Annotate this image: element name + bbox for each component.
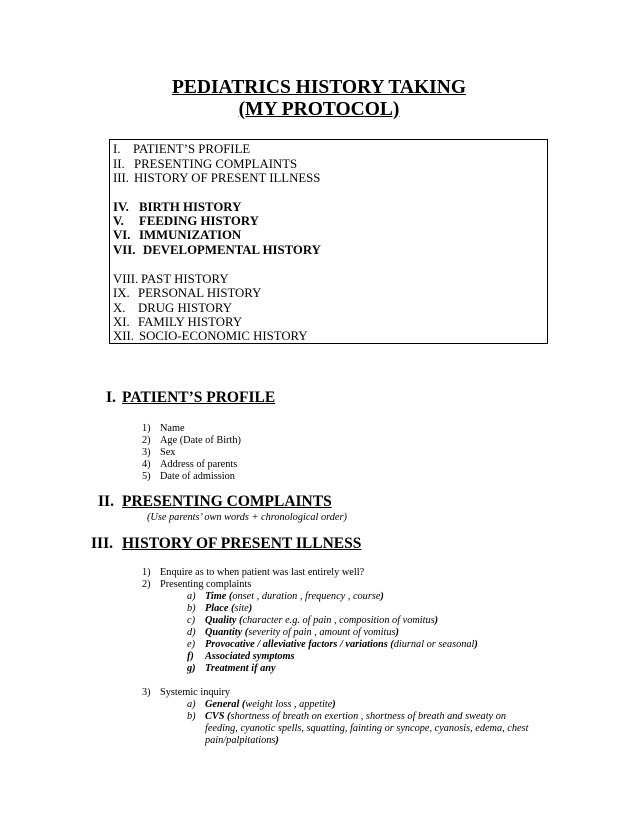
sub-list-item [187, 627, 399, 639]
sub-item-detail: onset , duration , frequency , course [232, 591, 381, 602]
section-number: I. [106, 389, 116, 406]
sub-item-close: ) [332, 699, 336, 710]
list-item [142, 687, 230, 699]
toc-item-7 [113, 243, 321, 258]
toc-item-8 [113, 272, 229, 287]
section-number: II. [98, 493, 114, 510]
section-note: (Use parents’ own words + chronological order) [147, 512, 347, 523]
sub-item-num: f) [187, 651, 194, 662]
list-item-text: Enquire as to when patient was last entirely well? [160, 567, 365, 578]
sub-item-detail: shortness of breath on exertion , shortness of breath and sweaty on [230, 711, 506, 722]
sub-item-close: ) [275, 735, 279, 746]
section-title: HISTORY OF PRESENT ILLNESS [122, 535, 362, 552]
sub-item-num: b) [187, 603, 196, 614]
sub-item-continuation [205, 735, 279, 747]
toc-item-10 [113, 301, 232, 316]
sub-item-close: ) [248, 603, 253, 614]
toc-item-2 [113, 157, 297, 172]
toc-item-num: III. [113, 171, 129, 185]
toc-item-9 [113, 286, 261, 301]
list-item-num: 3) [142, 447, 151, 458]
sub-item-close: ) [395, 627, 399, 638]
toc-item-3 [113, 171, 320, 186]
sub-item-num: a) [187, 699, 196, 710]
sub-item-num: c) [187, 615, 195, 626]
sub-item-title: Quality ( [205, 615, 243, 626]
list-item [142, 471, 235, 483]
list-item-text: Systemic inquiry [160, 687, 231, 698]
sub-item-title: CVS ( [205, 711, 231, 722]
toc-item-label: BIRTH HISTORY [139, 200, 242, 214]
sub-item-title: Treatment if any [205, 663, 276, 674]
sub-list-item [187, 591, 384, 603]
section-heading-history-present-illness [91, 535, 361, 553]
sub-item-title: Associated symptoms [205, 651, 295, 662]
list-item-text: Age (Date of Birth) [160, 435, 241, 446]
toc-item-11 [113, 315, 242, 330]
sub-item-title: Quantity ( [205, 627, 249, 638]
list-item-num: 2) [142, 435, 151, 446]
toc-item-label: PATIENT’S PROFILE [133, 142, 251, 156]
section-number: III. [91, 535, 113, 552]
sub-item-close: ) [380, 591, 384, 602]
sub-list-item [187, 663, 276, 675]
sub-item-detail: weight loss , appetite [245, 699, 333, 710]
list-item-text: Date of admission [160, 471, 235, 482]
sub-list-item [187, 711, 506, 723]
sub-item-num: a) [187, 591, 196, 602]
list-item [142, 567, 364, 579]
sub-item-title: General ( [205, 699, 246, 710]
list-item-text: Sex [160, 447, 176, 458]
toc-item-num: XI. [113, 315, 130, 329]
toc-item-label: IMMUNIZATION [139, 228, 242, 242]
sub-item-close: ) [474, 639, 478, 650]
document-title-line1: PEDIATRICS HISTORY TAKING [171, 77, 467, 98]
list-item-num: 4) [142, 459, 151, 470]
toc-item-label: PRESENTING COMPLAINTS [134, 157, 298, 171]
toc-item-6 [113, 228, 241, 243]
list-item-num: 1) [142, 567, 151, 578]
sub-list-item [187, 603, 252, 615]
sub-item-detail: diurnal or seasonal [393, 639, 475, 650]
sub-item-title: Time ( [205, 591, 233, 602]
toc-item-num: I. [113, 142, 121, 156]
sub-item-detail: pain/palpitations [205, 735, 276, 746]
list-item [142, 579, 251, 591]
sub-item-num: g) [187, 663, 196, 674]
list-item-num: 1) [142, 423, 151, 434]
section-title: PRESENTING COMPLAINTS [122, 493, 332, 510]
section-title: PATIENT’S PROFILE [122, 389, 276, 406]
list-item-num: 2) [142, 579, 151, 590]
list-item-num: 3) [142, 687, 151, 698]
sub-item-num: b) [187, 711, 196, 722]
toc-item-num: II. [113, 157, 125, 171]
list-item-num: 5) [142, 471, 151, 482]
list-item [142, 423, 185, 435]
sub-item-title: Provocative / alleviative factors / variations ( [205, 639, 394, 650]
toc-item-num: X. [113, 301, 126, 315]
sub-list-item [187, 651, 295, 663]
sub-item-continuation: feeding, cyanotic spells, squatting, fainting or syncope, cyanosis, edema, chest [205, 723, 529, 734]
toc-item-label: PERSONAL HISTORY [138, 286, 262, 300]
toc-item-label: FAMILY HISTORY [138, 315, 243, 329]
sub-list-item [187, 615, 438, 627]
sub-list-item [187, 639, 478, 651]
toc-item-num: IV. [113, 200, 129, 214]
toc-item-label: PAST HISTORY [141, 272, 229, 286]
document-title-line2: (MY PROTOCOL) [238, 99, 400, 120]
sub-item-title: Place ( [205, 603, 235, 614]
sub-item-num: e) [187, 639, 195, 650]
toc-item-num: XII. [113, 329, 134, 343]
toc-item-label: HISTORY OF PRESENT ILLNESS [134, 171, 321, 185]
toc-item-1 [113, 142, 250, 157]
list-item-text: Name [160, 423, 185, 434]
toc-item-num: V. [113, 214, 124, 228]
sub-list-item [187, 699, 336, 711]
toc-item-num: VIII. [113, 272, 139, 286]
list-item [142, 435, 241, 447]
section-heading-patients-profile [106, 389, 275, 407]
list-item-text: Address of parents [160, 459, 238, 470]
list-item [142, 459, 237, 471]
section-heading-presenting-complaints [98, 493, 332, 511]
toc-item-num: VI. [113, 228, 131, 242]
sub-item-detail: site [234, 603, 249, 614]
toc-item-5 [113, 214, 259, 229]
toc-item-label: FEEDING HISTORY [139, 214, 259, 228]
list-item-text: Presenting complaints [160, 579, 252, 590]
toc-item-12 [113, 329, 308, 344]
toc-item-4 [113, 200, 241, 215]
sub-item-num: d) [187, 627, 196, 638]
sub-item-close: ) [434, 615, 439, 626]
sub-item-detail: character e.g. of pain , composition of vomitus [242, 615, 435, 626]
list-item [142, 447, 175, 459]
toc-item-num: VII. [113, 243, 136, 257]
toc-item-label: DRUG HISTORY [138, 301, 232, 315]
toc-item-label: DEVELOPMENTAL HISTORY [143, 243, 321, 257]
toc-item-label: SOCIO-ECONOMIC HISTORY [139, 329, 308, 343]
toc-item-num: IX. [113, 286, 130, 300]
sub-item-detail: severity of pain , amount of vomitus [248, 627, 396, 638]
